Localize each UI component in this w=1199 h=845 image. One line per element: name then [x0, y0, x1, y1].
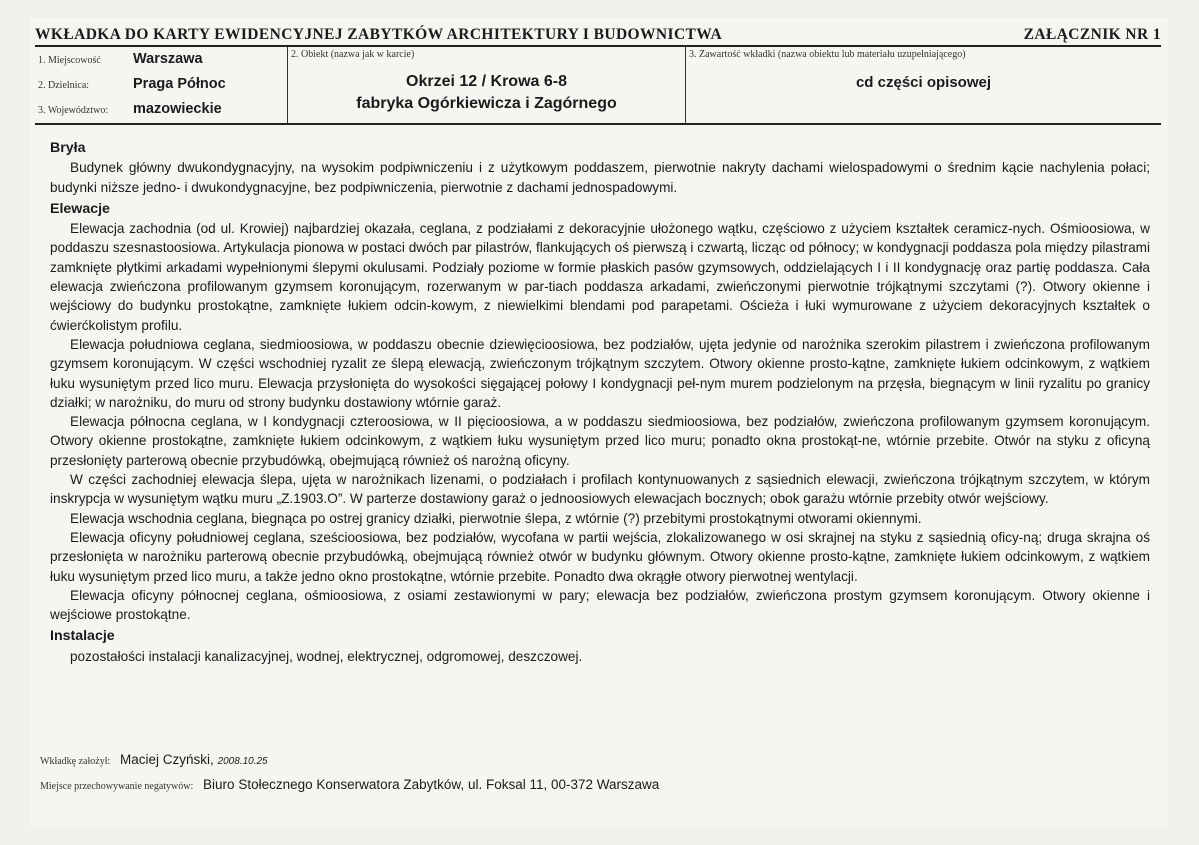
info-box — [35, 45, 1161, 125]
content-column — [685, 47, 1161, 123]
paragraph: Elewacja oficyny południowej ceglana, sześcioosiowa, bez podziałów, wycofana w partii wejścia, zlokalizowanego w osi skrajnej na styku z sąsiednią oficy-ną; druga skrajna oś przesłonięta w narożniku parterową obecnie przybudówką, obejmującą również otwór w budynku głównym. Otwory okienne prosto-kątne, zamknięte łukiem odcinkowym, z wątkiem łuku wysuniętym przed lico muru, a także jedno okno prostokątne, wtórnie przebite. Ponadto dwa okrągłe otwory pierwotnej wentylacji. — [50, 529, 1150, 584]
author-date: 2008.10.25 — [217, 756, 268, 767]
paragraph: Elewacja północna ceglana, w I kondygnacji czteroosiowa, w II pięcioosiowa, a w poddaszu siedmioosiowa, bez podziałów, zwieńczona profilowanym gzymsem koronującym. Otwory okienne prostokątne, zamknięte łukiem odcinkowym, z wątkiem łuku wysuniętym przed lico muru; ponadto okna prostokąt-ne, wtórnie przebite. Otwór na styku z oficyną przesłonięty parterową obecnie przybudówką, obejmującą również oś narożną oficyny. — [50, 414, 1150, 468]
paragraph: Elewacja południowa ceglana, siedmioosiowa, w poddaszu obecnie dziewięcioosiowa, bez podziałów, ujęta jedynie od narożnika szerokim pilastrem i zwieńczona profilowanym gzymsem koronującym. W części wschodniej ryzalit ze ślepą elewacją, zwieńczonym trójkątnym szczytem. Otwory okienne prosto-kątne, zamknięte łukiem odcinkowym, z wątkiem łuku wysuniętym przed lico muru. Elewacja przysłonięta do wysokości sięgającej połowy I kondygnacji peł-nym murem podzielonym na przęsła, biegnącym w linii ryzalitu po granicy działki; w narożniku, do muru od strony budynku dostawiony wtórnie garaż. — [50, 336, 1150, 410]
content-value: cd części opisowej — [855, 74, 992, 91]
section-heading-bryla: Bryła — [50, 140, 86, 156]
location-column — [35, 47, 287, 123]
object-name: fabryka Ogórkiewicza i Zagórnego — [356, 95, 617, 112]
storage-line — [40, 777, 940, 792]
paragraph: Elewacja wschodnia ceglana, biegnąca po ostrej granicy działki, pierwotnie ślepa, z wtórnie (?) przebitymi prostokątnymi otworami okiennymi. — [70, 510, 922, 526]
paragraph: Elewacja oficyny północnej ceglana, ośmioosiowa, z osiami zestawionymi w pary; elewacja bez podziałów, zwieńczona prostym gzymsem koronującym. Otwory okienne i wejściowe prostokątne. — [50, 587, 1150, 623]
voivodeship-row — [35, 97, 287, 122]
storage-value: Biuro Stołecznego Konserwatora Zabytków, ul. Foksal 11, 00-372 Warszawa — [203, 777, 660, 792]
locality-row — [35, 47, 287, 72]
object-column — [287, 47, 685, 123]
document-header — [35, 26, 1161, 46]
author-line — [40, 752, 940, 767]
paragraph: Elewacja zachodnia (od ul. Krowiej) najbardziej okazała, ceglana, z podziałami z dekoracyjnie ułożonego wątku, częściowo z użyciem kształtek ceramicz-nych. Ośmioosiowa, w poddaszu szesnastoosiowa. Artykulacja pionowa w postaci dwóch par pilastrów, flankujących oś pierwszą i czwartą, licząc od północy; w kondygnacji poddasza pola między pilastrami zamknięte płytkimi arkadami wypełnionymi ślepymi okulusami. Podziały poziome w formie płaskich pasów gzymsowych, oddzielających I i II kondygnację oraz partię poddasza. Cała elewacja zwieńczona profilowanym gzymsem koronującym, rozerwanym w par-tiach poddasza arkadami, zwieńczonymi pierwotnie trójkątnymi szczytami (?). Otwory okienne i wejściowy do budynku prostokątne, zamknięte łukiem odcin-kowym, z niewielkimi blendami pod parapetami. Ościeża i łuki wymurowane z użyciem dekoracyjnych kształtek o ćwierćkolistym profilu. — [50, 221, 1150, 333]
section-heading-elewacje: Elewacje — [50, 200, 110, 217]
paragraph: Budynek główny dwukondygnacyjny, na wysokim podpiwniczeniu i z użytkowym poddaszem, pierwotnie nakryty dachami wielospadowymi o średnim kącie nachylenia połaci; budynki niższe jedno- i dwukondygnacyjne, bez podpiwniczenia, pierwotnie z dachami jednospadowymi. — [50, 160, 1150, 195]
paragraph: pozostałości instalacji kanalizacyjnej, wodnej, elektrycznej, odgromowej, deszczowej. — [70, 648, 583, 664]
author-label: Wkładkę założył: — [40, 756, 111, 767]
document-title: WKŁADKA DO KARTY EWIDENCYJNEJ ZABYTKÓW ARCHITEKTURY I BUDOWNICTWA — [35, 26, 723, 43]
storage-label: Miejsce przechowywanie negatywów: — [40, 781, 194, 792]
author-name: Maciej Czyński, — [120, 752, 214, 767]
description-body — [50, 136, 1150, 666]
object-label: 2. Obiekt (nazwa jak w karcie) — [291, 49, 415, 60]
voivodeship-label: 3. Województwo: — [38, 105, 109, 116]
content-label: 3. Zawartość wkładki (nazwa obiektu lub materiału uzupełniającego) — [689, 49, 966, 60]
district-row — [35, 72, 287, 97]
locality-value: Warszawa — [133, 51, 203, 67]
object-address: Okrzei 12 / Krowa 6-8 — [406, 73, 567, 90]
locality-label: 1. Miejscowość — [38, 55, 101, 66]
district-label: 2. Dzielnica: — [38, 80, 90, 91]
paragraph: W części zachodniej elewacja ślepa, ujęta w narożnikach lizenami, o podziałach i profilach kontynuowanych z sąsiednich elewacji, zwieńczona trójkątnym szczytem, w którym inskrypcja w wysuniętym wątku muru „Z.1903.O”. W parterze dostawiony garaż o jednoosiowych elewacjach bocznych; obok garażu wtórnie przebity otwór wejściowy. — [50, 472, 1150, 507]
district-value: Praga Północ — [133, 76, 226, 92]
section-heading-instalacje: Instalacje — [50, 628, 115, 645]
annex-label: ZAŁĄCZNIK NR 1 — [1023, 26, 1161, 43]
voivodeship-value: mazowieckie — [133, 101, 222, 117]
